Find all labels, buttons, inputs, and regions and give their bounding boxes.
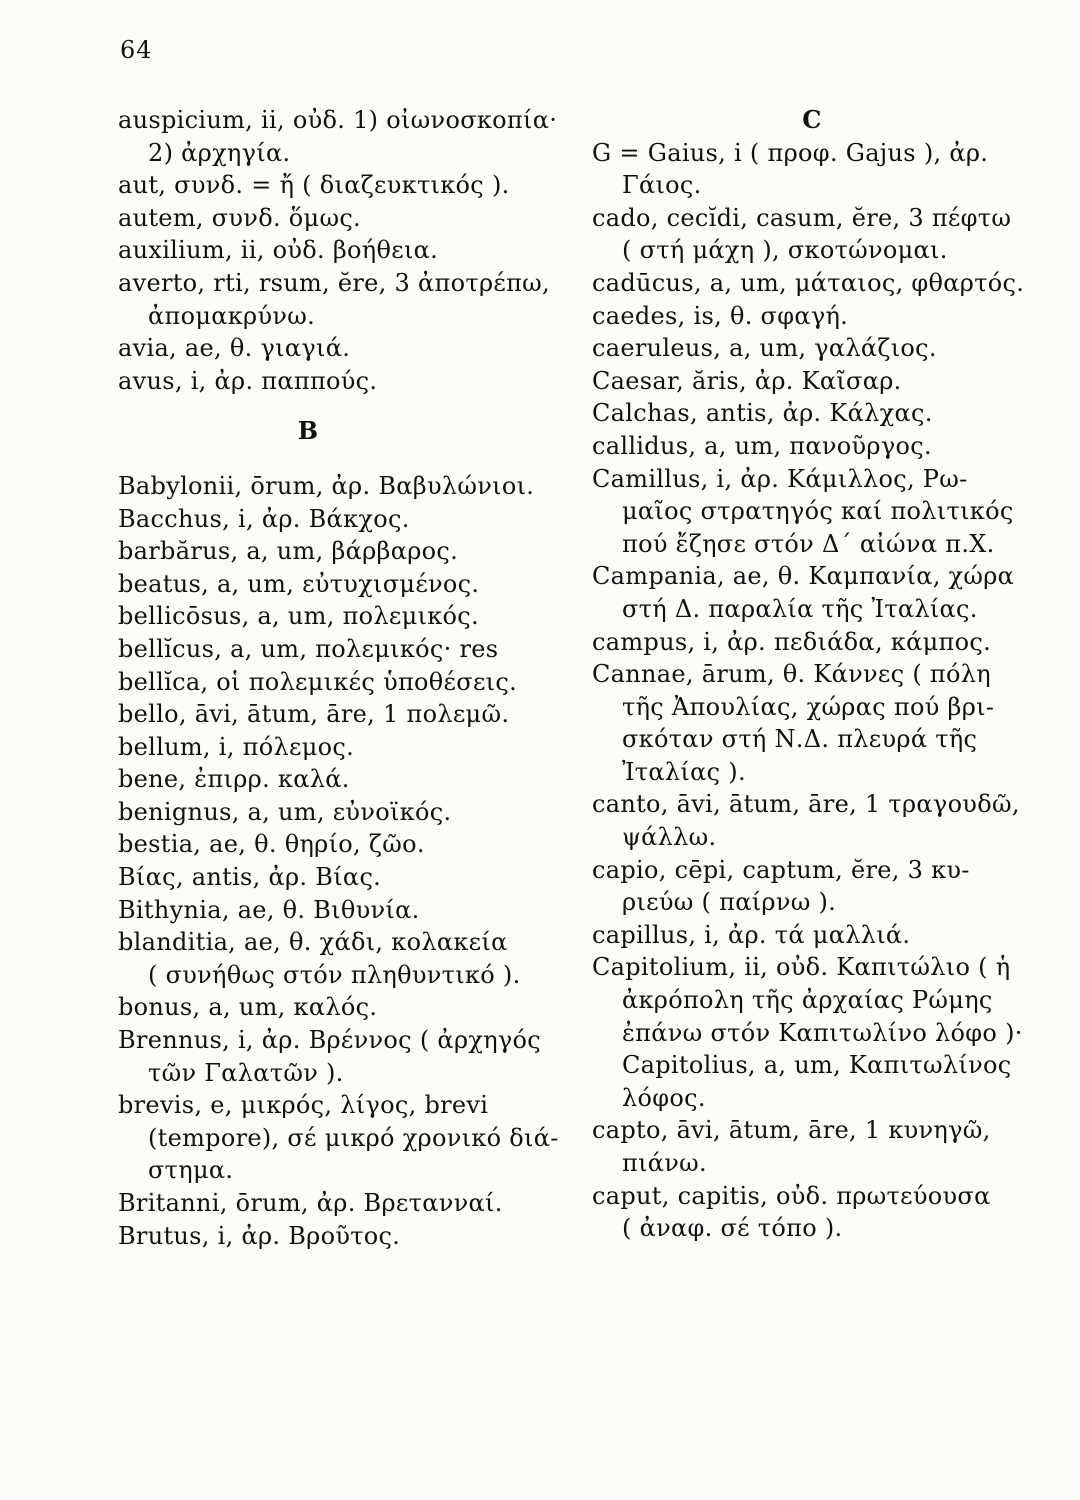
dictionary-entry: bello, āvi, ātum, āre, 1 πολεμῶ.: [118, 700, 510, 729]
dictionary-entry-continuation: ἐπάνω στόν Καπιτωλίνο λόφο )·: [622, 1018, 1023, 1047]
dictionary-entry: bellĭcus, a, um, πολεμικός· res: [118, 634, 499, 663]
dictionary-entry: brevis, e, μικρός, λίγος, brevi: [118, 1091, 489, 1120]
dictionary-entry: bellĭca, οἱ πολεμικές ὑποθέσεις.: [118, 667, 518, 696]
dictionary-entry-continuation: (tempore), σέ μικρό χρονικό διά-: [148, 1123, 559, 1152]
dictionary-entry-continuation: ( συνήθως στόν πληθυντικό ).: [148, 960, 521, 989]
dictionary-entry: capio, cēpi, captum, ĕre, 3 κυ-: [592, 855, 970, 884]
dictionary-entry: Cannae, ārum, θ. Κάννες ( πόλη: [592, 660, 991, 689]
dictionary-entry: bene, ἐπιρρ. καλά.: [118, 765, 350, 794]
dictionary-entry: aut, συνδ. = ἤ ( διαζευκτικός ).: [118, 171, 510, 200]
dictionary-entry-continuation: πιάνω.: [622, 1149, 707, 1177]
dictionary-entry-continuation: τῆς Ἀπουλίας, χώρας πού βρι-: [622, 692, 995, 721]
dictionary-entry: beatus, a, um, εὐτυχισμένος.: [118, 569, 480, 598]
dictionary-entry-continuation: ( στή μάχη ), σκοτώνομαι.: [622, 236, 948, 265]
dictionary-entry: caedes, is, θ. σφαγή.: [592, 301, 849, 330]
dictionary-entry-continuation: πού ἔζησε στόν Δ΄ αἰώνα π.Χ.: [622, 529, 995, 558]
dictionary-entry-continuation: ἀπομακρύνω.: [148, 301, 316, 330]
dictionary-entry-continuation: ἀκρόπολη τῆς ἀρχαίας Ρώμης: [622, 986, 993, 1015]
dictionary-entry: cadūcus, a, um, μάταιος, φθαρτός.: [592, 268, 1025, 297]
dictionary-entry: Capitolium, ii, οὐδ. Καπιτώλιο ( ἡ: [592, 953, 1011, 982]
dictionary-entry: bellum, i, πόλεμος.: [118, 732, 355, 761]
dictionary-entry: capto, āvi, ātum, āre, 1 κυνηγῶ,: [592, 1116, 991, 1145]
dictionary-entry: canto, āvi, ātum, āre, 1 τραγουδῶ,: [592, 790, 1020, 819]
dictionary-entry: auxilium, ii, οὐδ. βοήθεια.: [118, 236, 439, 265]
page-number: 64: [120, 36, 153, 64]
dictionary-entry: avus, i, ἀρ. παππούς.: [118, 366, 378, 395]
dictionary-entry: bestia, ae, θ. θηρίο, ζῶο.: [118, 830, 425, 859]
section-heading-c: C: [802, 105, 822, 134]
dictionary-entry: caeruleus, a, um, γαλάζιος.: [592, 334, 937, 363]
dictionary-entry: blanditia, ae, θ. χάδι, κολακεία: [118, 928, 508, 957]
dictionary-entry: Camillus, i, ἀρ. Κάμιλλος, Ρω-: [592, 464, 968, 493]
dictionary-entry: autem, συνδ. ὅμως.: [118, 203, 361, 232]
dictionary-entry: benignus, a, um, εὐνοϊκός.: [118, 797, 452, 826]
dictionary-entry: caput, capitis, οὐδ. πρωτεύουσα: [592, 1181, 991, 1210]
dictionary-entry: barbărus, a, um, βάρβαρος.: [118, 537, 459, 566]
dictionary-entry: avia, ae, θ. γιαγιά.: [118, 334, 351, 363]
dictionary-entry-continuation: σκόταν στή Ν.Δ. πλευρά τῆς: [622, 725, 978, 754]
section-heading-b: B: [297, 416, 319, 446]
dictionary-entry: Bacchus, i, ἀρ. Βάκχος.: [118, 504, 410, 533]
right-column: [592, 104, 1032, 1245]
dictionary-entry: Britanni, ōrum, ἀρ. Βρετανναί.: [118, 1189, 503, 1217]
dictionary-entry: G = Gaius, i ( προφ. Gajus ), ἀρ.: [592, 138, 989, 167]
dictionary-entry: auspicium, ii, οὐδ. 1) οἰωνοσκοπία·: [118, 106, 558, 134]
dictionary-entry: callidus, a, um, πανοῦργος.: [592, 431, 932, 460]
dictionary-entry: Campania, ae, θ. Καμπανία, χώρα: [592, 562, 1015, 591]
dictionary-entry: bonus, a, um, καλός.: [118, 993, 378, 1022]
dictionary-entry-continuation: Ἰταλίας ).: [622, 757, 746, 786]
dictionary-entry-continuation: Γάιος.: [622, 171, 702, 200]
dictionary-entry-continuation: ( ἀναφ. σέ τόπο ).: [622, 1214, 843, 1243]
dictionary-entry: Calchas, antis, ἀρ. Κάλχας.: [592, 399, 933, 428]
dictionary-entry: Bithynia, ae, θ. Βιθυνία.: [118, 895, 420, 924]
dictionary-entry: Brennus, i, ἀρ. Βρέννος ( ἀρχηγός: [118, 1026, 542, 1055]
dictionary-entry: campus, i, ἀρ. πεδιάδα, κάμπος.: [592, 627, 991, 656]
dictionary-entry-continuation: ριεύω ( παίρνω ).: [622, 888, 837, 917]
dictionary-entry: bellicōsus, a, um, πολεμικός.: [118, 602, 479, 631]
dictionary-entry-continuation: λόφος.: [622, 1083, 706, 1112]
dictionary-entry: Βίας, antis, ἀρ. Βίας.: [118, 863, 382, 892]
dictionary-entry: Babylonii, ōrum, ἀρ. Βαβυλώνιοι.: [118, 471, 535, 500]
dictionary-entry-continuation: 2) ἀρχηγία.: [148, 138, 291, 167]
dictionary-entry-continuation: τῶν Γαλατῶν ).: [148, 1058, 344, 1087]
left-column: [118, 104, 559, 1252]
dictionary-entry-continuation: Capitolius, a, um, Καπιτωλίνος: [622, 1051, 1012, 1080]
dictionary-entry-continuation: μαῖος στρατηγός καί πολιτικός: [622, 497, 1014, 526]
dictionary-entry-continuation: στή Δ. παραλία τῆς Ἰταλίας.: [622, 594, 978, 623]
dictionary-entry-continuation: ψάλλω.: [622, 823, 717, 852]
dictionary-entry: averto, rti, rsum, ĕre, 3 ἀποτρέπω,: [118, 268, 550, 297]
dictionary-entry: Brutus, i, ἀρ. Βροῦτος.: [118, 1221, 401, 1250]
dictionary-entry-continuation: στημα.: [148, 1156, 234, 1185]
dictionary-entry: cado, cecĭdi, casum, ĕre, 3 πέφτω: [592, 203, 1012, 232]
dictionary-entry: Caesar, ăris, ἀρ. Καῖσαρ.: [592, 366, 902, 395]
dictionary-entry: capillus, i, ἀρ. τά μαλλιά.: [592, 920, 911, 949]
